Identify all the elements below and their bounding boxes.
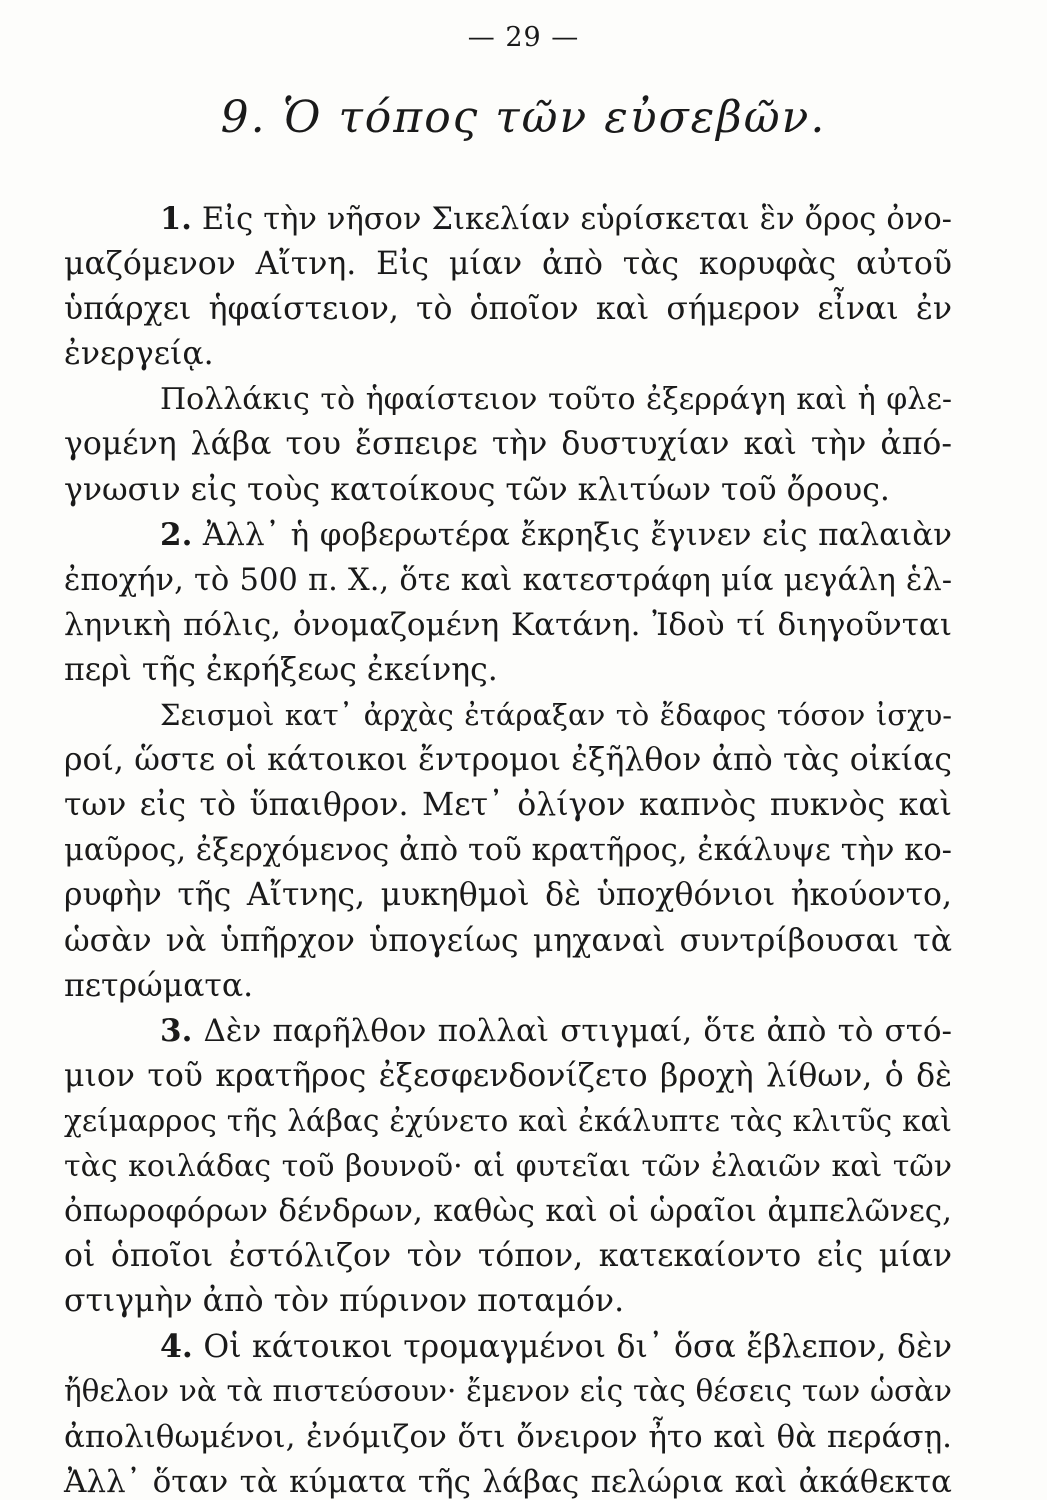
line-text: μαζόμενον Αἴτνη. Εἰς μίαν ἀπὸ τὰς κορυφὰς αὐτοῦ	[64, 246, 952, 283]
section-number: 4.	[160, 1328, 193, 1366]
text-line	[64, 964, 952, 1009]
line-text: ὑπάρχει ἡφαίστειον, τὸ ὁποῖον καὶ σήμερον εἶναι ἐν	[64, 291, 952, 328]
text-line	[64, 332, 952, 377]
text-line	[64, 1234, 952, 1279]
line-text: Δὲν παρῆλθον πολλαὶ στιγμαί, ὅτε ἀπὸ τὸ στό-	[203, 1012, 952, 1049]
line-text: Σεισμοὶ κατ᾽ ἀρχὰς ἐτάραξαν τὸ ἔδαφος τόσον ἰσχυ-	[160, 698, 952, 733]
text-line	[64, 693, 952, 738]
section-number: 2.	[160, 516, 193, 553]
text-line	[64, 919, 952, 964]
text-line	[64, 197, 952, 242]
line-text: γομένη λάβα του ἔσπειρε τὴν δυστυχίαν καὶ τὴν ἀπό-	[64, 426, 952, 463]
page-number: — 29 —	[467, 22, 580, 53]
text-line	[64, 1144, 952, 1189]
section-number: 3.	[160, 1012, 193, 1049]
chapter-title: 9. Ὁ τόπος τῶν εὐσεβῶν.	[220, 92, 827, 143]
line-text: ρυφὴν τῆς Αἴτνης, μυκηθμοὶ δὲ ὑποχθόνιοι ἠκούοντο,	[64, 877, 952, 914]
text-line	[64, 468, 952, 513]
line-text: ἐποχήν, τὸ 500 π. Χ., ὅτε καὶ κατεστράφη μία μεγάλη ἑλ-	[64, 562, 952, 598]
line-text: ὀπωροφόρων δένδρων, καθὼς καὶ οἱ ὡραῖοι ἀμπελῶνες,	[64, 1193, 952, 1230]
body-text	[64, 197, 952, 1505]
text-line	[64, 873, 952, 918]
line-text: Εἰς τὴν νῆσον Σικελίαν εὑρίσκεται ἓν ὄρος ὀνο-	[201, 202, 952, 237]
line-text: οἱ ὁποῖοι ἐστόλιζον τὸν τόπον, κατεκαίοντο εἰς μίαν	[64, 1238, 952, 1275]
line-text: μαῦρος, ἐξερχόμενος ἀπὸ τοῦ κρατῆρος, ἐκάλυψε τὴν κο-	[64, 833, 952, 869]
line-text: πετρώματα.	[64, 967, 254, 1004]
line-text: Ἀλλ᾽ ἡ φοβερωτέρα ἔκρηξις ἔγινεν εἰς παλαιὰν	[202, 516, 953, 553]
text-line	[64, 738, 952, 783]
text-line	[64, 1054, 952, 1099]
line-text: ροί, ὥστε οἱ κάτοικοι ἔντρομοι ἐξῆλθον ἀπὸ τὰς οἰκίας	[64, 742, 952, 779]
line-text: ὡσὰν νὰ ὑπῆρχον ὑπογείως μηχαναὶ συντρίβουσαι τὰ	[64, 922, 952, 959]
text-line	[64, 783, 952, 828]
line-text: Πολλάκις τὸ ἡφαίστειον τοῦτο ἐξερράγη καὶ ἡ φλε-	[160, 382, 952, 418]
text-line	[64, 1099, 952, 1144]
line-text: ἐνεργείᾳ.	[64, 336, 214, 373]
text-line	[64, 1415, 952, 1460]
text-line	[64, 1009, 952, 1054]
line-text: Οἱ κάτοικοι τρομαγμένοι δι᾽ ὅσα ἔβλεπον, δὲν	[203, 1329, 952, 1366]
line-text: στιγμὴν ἀπὸ τὸν πύρινον ποταμόν.	[64, 1283, 625, 1320]
line-text: περὶ τῆς ἐκρήξεως ἐκείνης.	[64, 651, 498, 688]
line-text: μιον τοῦ κρατῆρος ἐξεσφενδονίζετο βροχὴ λίθων, ὁ δὲ	[64, 1057, 952, 1094]
text-line	[64, 287, 952, 332]
text-line	[64, 1460, 952, 1505]
text-line	[64, 513, 952, 558]
line-text: χείμαρρος τῆς λάβας ἐχύνετο καὶ ἐκάλυπτε τὰς κλιτῦς καὶ	[64, 1103, 952, 1138]
text-line	[64, 1279, 952, 1324]
text-line	[64, 648, 952, 693]
text-line	[64, 1369, 952, 1414]
line-text: ἀπολιθωμένοι, ἐνόμιζον ὅτι ὄνειρον ἦτο καὶ θὰ περάσῃ.	[64, 1418, 952, 1455]
text-line	[64, 1324, 952, 1369]
line-text: ἤθελον νὰ τὰ πιστεύσουν· ἔμενον εἰς τὰς θέσεις των ὡσὰν	[64, 1374, 952, 1409]
line-text: τὰς κοιλάδας τοῦ βουνοῦ· αἱ φυτεῖαι τῶν ἐλαιῶν καὶ τῶν	[64, 1148, 952, 1184]
text-line	[64, 603, 952, 648]
text-line	[64, 422, 952, 467]
text-line	[64, 558, 952, 603]
line-text: των εἰς τὸ ὕπαιθρον. Μετ᾽ ὀλίγον καπνὸς πυκνὸς καὶ	[64, 787, 952, 824]
section-number: 1.	[160, 201, 192, 237]
line-text: Ἀλλ᾽ ὅταν τὰ κύματα τῆς λάβας πελώρια καὶ ἀκάθεκτα	[64, 1463, 952, 1500]
text-line	[64, 828, 952, 873]
text-line	[64, 1189, 952, 1234]
line-text: ληνικὴ πόλις, ὀνομαζομένη Κατάνη. Ἰδοὺ τί διηγοῦνται	[64, 606, 952, 643]
text-line	[64, 242, 952, 287]
text-line	[64, 377, 952, 422]
line-text: γνωσιν εἰς τοὺς κατοίκους τῶν κλιτύων τοῦ ὄρους.	[64, 471, 890, 508]
